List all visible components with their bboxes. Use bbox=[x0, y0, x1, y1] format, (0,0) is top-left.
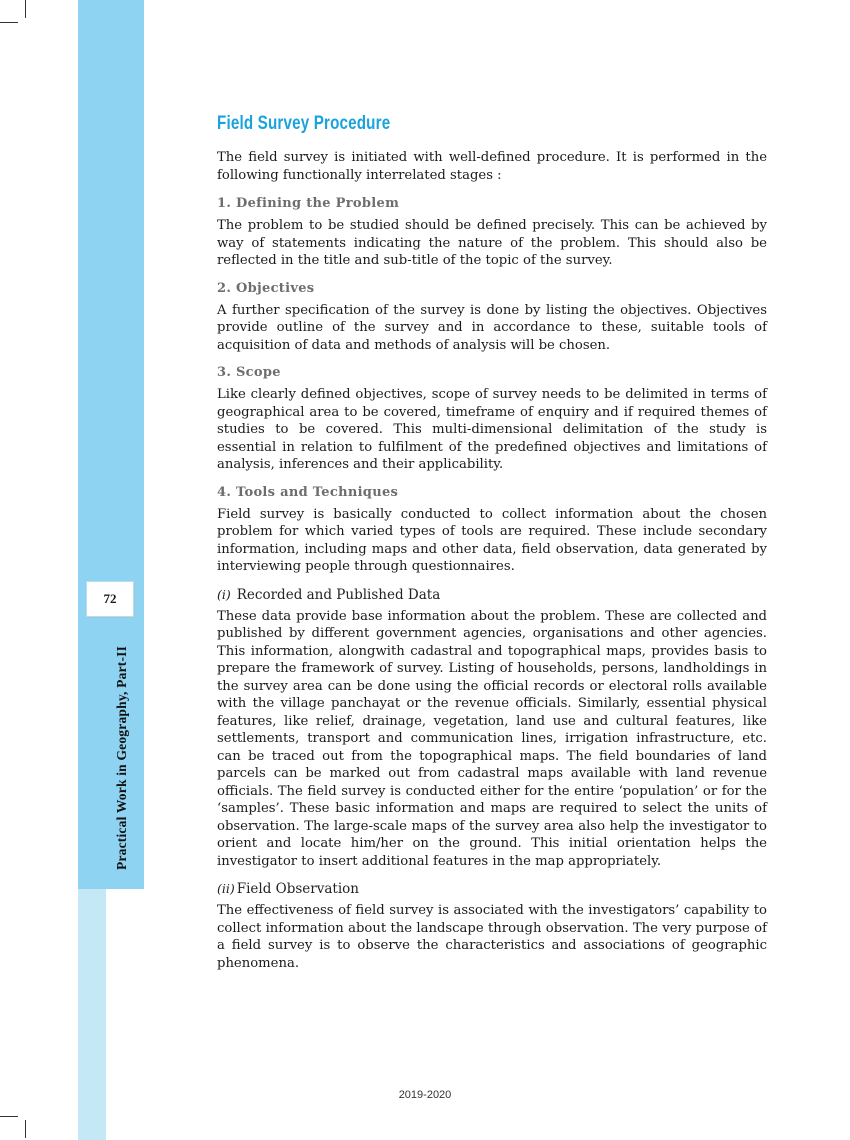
subsection-heading-text: Field Observation bbox=[236, 881, 359, 897]
section-defining-problem bbox=[217, 196, 767, 270]
crop-mark-bottom-left bbox=[0, 1116, 18, 1117]
page-number: 72 bbox=[86, 581, 134, 617]
footer-year: 2019-2020 bbox=[398, 1089, 452, 1101]
section-tools-techniques bbox=[217, 485, 767, 576]
section-body: Like clearly defined objectives, scope of survey needs to be delimited in terms of geographical area to be covered, timeframe of enquiry and if required themes of studies to be covered. This multi-dimensional delimitation of the study is essential in relation to fulfilment of the predefined objectives and limitations of analysis, inferences and their applicability. bbox=[217, 387, 767, 472]
section-scope bbox=[217, 365, 767, 474]
subsection-heading bbox=[217, 587, 767, 603]
crop-mark-top-left bbox=[0, 22, 18, 23]
section-heading: 4. Tools and Techniques bbox=[217, 484, 399, 500]
subsection-number: (ii) bbox=[217, 881, 235, 896]
crop-mark-top bbox=[25, 0, 26, 18]
section-objectives bbox=[217, 281, 767, 355]
book-title-vertical: Practical Work in Geography, Part-II bbox=[114, 645, 129, 870]
subsection-body: The effectiveness of field survey is associated with the investigators’ capability to collect information about the landscape through observation. The very purpose of a field survey is to observe the characteristics and associations of geographic phenomena. bbox=[217, 903, 767, 971]
sidebar-band-dark bbox=[78, 0, 144, 889]
subsection-heading-text: Recorded and Published Data bbox=[236, 586, 441, 603]
intro-paragraph: The field survey is initiated with well-defined procedure. It is performed in the following functionally interrelated stages : bbox=[217, 150, 767, 183]
section-heading: 1. Defining the Problem bbox=[217, 196, 400, 211]
section-body: The problem to be studied should be defined precisely. This can be achieved by way of statements indicating the nature of the problem. This should also be reflected in the title and sub-title of the topic of the survey. bbox=[217, 218, 767, 268]
subsection-field-observation bbox=[217, 881, 767, 972]
section-heading: 2. Objectives bbox=[217, 280, 315, 296]
subsection-number: (i) bbox=[217, 586, 231, 602]
section-heading: 3. Scope bbox=[217, 365, 281, 380]
main-content bbox=[217, 113, 767, 983]
subsection-body: These data provide base information about the problem. These are collected and published by different government agencies, organisations and other agencies. This information, alongwith cadastral and topographical maps, provides basis to prepare the framework of survey. Listing of households, persons, landholdings in the survey area can be done using the official records or electoral rolls available with the village panchayat or the revenue officials. Similarly, essential physical features, like relief, drainage, vegetation, land use and cultural features, like settlements, transport and communication lines, irrigation infrastructure, etc. can be traced out from the topographical maps. The field boundaries of land parcels can be marked out from cadastral maps available with land revenue officials. The field survey is conducted either for the entire ‘population’ or for the ‘samples’. These basic information and maps are required to select the units of observation. The large-scale maps of the survey area also help the investigator to orient and locate him/her on the ground. This initial orientation helps the investigator to insert additional features in the map appropriately. bbox=[217, 608, 767, 869]
subsection-recorded-data bbox=[217, 587, 767, 871]
subsection-heading bbox=[217, 881, 767, 897]
crop-mark-bottom bbox=[25, 1120, 26, 1138]
section-title: Field Survey Procedure bbox=[217, 113, 391, 134]
section-body: Field survey is basically conducted to collect information about the chosen problem for which varied types of tools are required. These include secondary information, including maps and other data, field observation, data generated by interviewing people through questionnaires. bbox=[217, 506, 767, 574]
section-body: A further specification of the survey is done by listing the objectives. Objectives provide outline of the survey and in accordance to these, suitable tools of acquisition of data and methods of analysis will be chosen. bbox=[217, 302, 767, 353]
